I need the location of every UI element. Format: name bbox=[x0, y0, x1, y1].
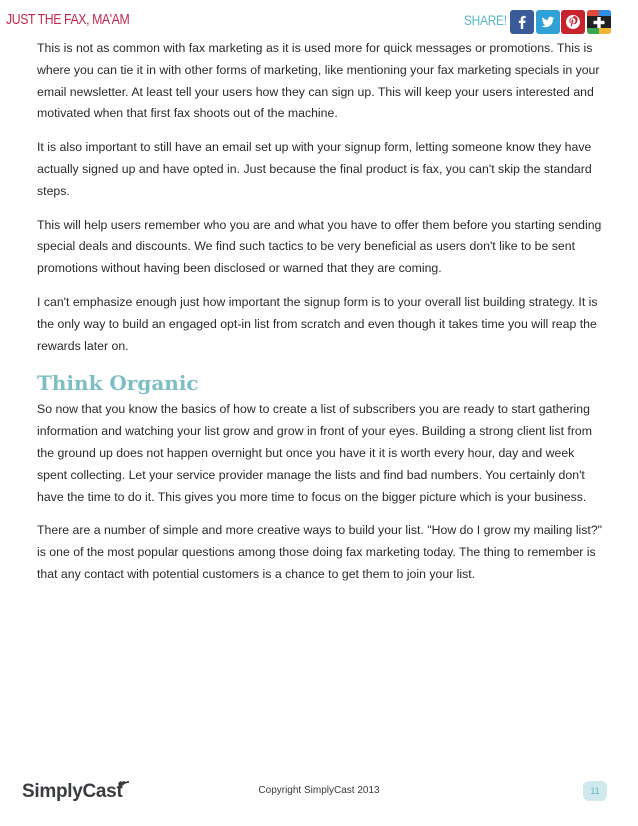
section-heading: Think Organic bbox=[37, 371, 199, 396]
page-number-badge: 11 bbox=[583, 781, 607, 801]
paragraph: This will help users remember who you are and what you have to offer them before you starting sending special deals and discounts. We find such tactics to be very beneficial as users don't like to be sent promotions without having been disclosed or warned that they are coming. bbox=[37, 217, 602, 276]
pinterest-share-button[interactable] bbox=[561, 10, 585, 34]
logo-text: SimplyCast bbox=[22, 781, 123, 802]
plus-icon bbox=[587, 10, 611, 34]
facebook-icon bbox=[510, 10, 534, 34]
share-label: SHARE! bbox=[464, 12, 507, 28]
paragraph: There are a number of simple and more creative ways to build your list. "How do I grow my mailing list?" is one of the most popular questions among those doing fax marketing today. The thing to remember is that any contact with potential customers is a chance to get them to join your list. bbox=[37, 523, 603, 581]
paragraph: So now that you know the basics of how to create a list of subscribers you are ready to start gathering information and watching your list grow and grow in front of your eyes. Building a strong client list from the ground up does not happen overnight but once you have it it is worth every hour, day and week spent collecting. Let your service provider manage the lists and find bad numbers. You certainly don't have the time to do it. This gives you more time to focus on the bigger picture which is your business. bbox=[37, 402, 592, 504]
page-header bbox=[0, 0, 638, 40]
facebook-share-button[interactable] bbox=[510, 10, 534, 34]
document-title: JUST THE FAX, MA'AM bbox=[6, 11, 130, 28]
paragraph: This is not as common with fax marketing as it is used more for quick messages or promotions. This is where you can tie it in with other forms of marketing, like mentioning your fax marketing specials in your email newsletter. At least tell your users how they can sign up. This will keep your users interested and motivated when that first fax shoots out of the machine. bbox=[37, 41, 600, 121]
paragraph: It is also important to still have an email set up with your signup form, letting someone know they have actually signed up and have opted in. Just because the final product is fax, you can't skip the standard steps. bbox=[37, 140, 592, 198]
twitter-icon bbox=[536, 10, 560, 34]
copyright-notice: Copyright SimplyCast 2013 bbox=[258, 785, 380, 796]
paragraph: I can't emphasize enough just how important the signup form is to your overall list building strategy. It is the only way to build an engaged opt-in list from scratch and even though it takes time you will reap the rewards later on. bbox=[37, 294, 598, 353]
article-body bbox=[37, 38, 603, 598]
google-plus-share-button[interactable] bbox=[587, 10, 611, 34]
pinterest-icon bbox=[561, 10, 585, 34]
twitter-share-button[interactable] bbox=[536, 10, 560, 34]
